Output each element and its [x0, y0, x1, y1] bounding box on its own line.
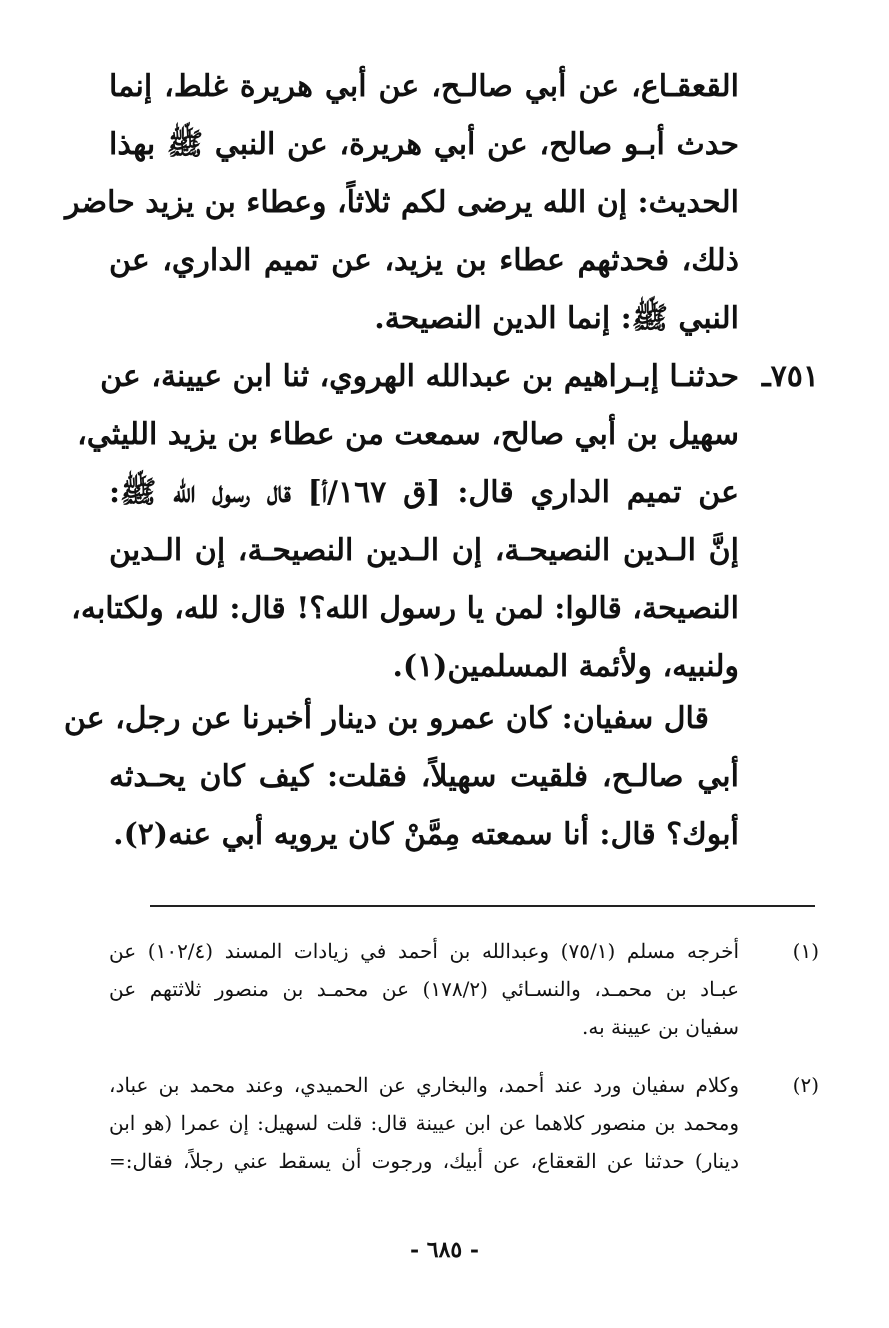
text-line: سهيل بن أبي صالح، سمعت من عطاء بن يزيد الليثي،	[77, 417, 739, 452]
text-line: القعقـاع، عن أبي صالـح، عن أبي هريرة غلط، إنما	[109, 69, 739, 104]
footnote-divider	[150, 905, 815, 907]
text-line: إنَّ الـدين النصيحـة، إن الـدين النصيحـة، إن الـدين	[109, 533, 739, 568]
text-line: النصيحة، قالوا: لمن يا رسول الله؟! قال: لله، ولكتابه،	[71, 591, 739, 626]
text-line: الحديث: إن الله يرضى لكم ثلاثاً، وعطاء بن يزيد حاضر	[65, 185, 739, 220]
footnote-number: (١)	[792, 939, 819, 963]
footnote-line: سفيان بن عيينة به.	[582, 1015, 739, 1039]
text-line: حدث أبـو صالح، عن أبي هريرة، عن النبي ﷺ بهذا	[109, 127, 739, 162]
text-line: النبي ﷺ: إنما الدين النصيحة.	[374, 301, 739, 336]
footnote-line: أخرجه مسلم (٧٥/١) وعبدالله بن أحمد في زيادات المسند (١٠٢/٤) عن	[109, 939, 739, 963]
text-line: ولنبيه، ولأئمة المسلمين(١).	[392, 649, 739, 684]
hadith-number: ٧٥١ـ	[761, 359, 819, 394]
text-line: عن تميم الداري قال: [ق ١٦٧/أ] قال رسول الله ﷺ:	[109, 475, 739, 510]
footnote-line: ومحمد بن منصور كلاهما عن ابن عيينة قال: قلت لسهيل: إن عمرا (هو ابن	[109, 1111, 739, 1135]
footnote-line: دينار) حدثنا عن القعقاع، عن أبيك، ورجوت أن يسقط عني رجلاً، فقال:=	[109, 1149, 739, 1173]
text-line: حدثنـا إبـراهيم بن عبدالله الهروي، ثنا ابن عيينة، عن	[100, 359, 739, 394]
text-line: قال سفيان: كان عمرو بن دينار أخبرنا عن رجل، عن	[63, 701, 709, 736]
text-line: أبي صالـح، فلقيت سهيلاً، فقلت: كيف كان يحـدثه	[109, 759, 739, 794]
footnote-line: عبـاد بن محمـد، والنسـائي (١٧٨/٢) عن محمـد بن منصور ثلاثتهم عن	[109, 977, 739, 1001]
text-line: ذلك، فحدثهم عطاء بن يزيد، عن تميم الداري، عن	[109, 243, 739, 278]
page-number: - ٦٨٥ -	[409, 1237, 480, 1263]
text-line: أبوك؟ قال: أنا سمعته مِمَّنْ كان يرويه أبي عنه(٢).	[113, 817, 739, 852]
footnote-line: وكلام سفيان ورد عند أحمد، والبخاري عن الحميدي، وعند محمد بن عباد،	[109, 1073, 739, 1097]
footnote-number: (٢)	[792, 1073, 819, 1097]
